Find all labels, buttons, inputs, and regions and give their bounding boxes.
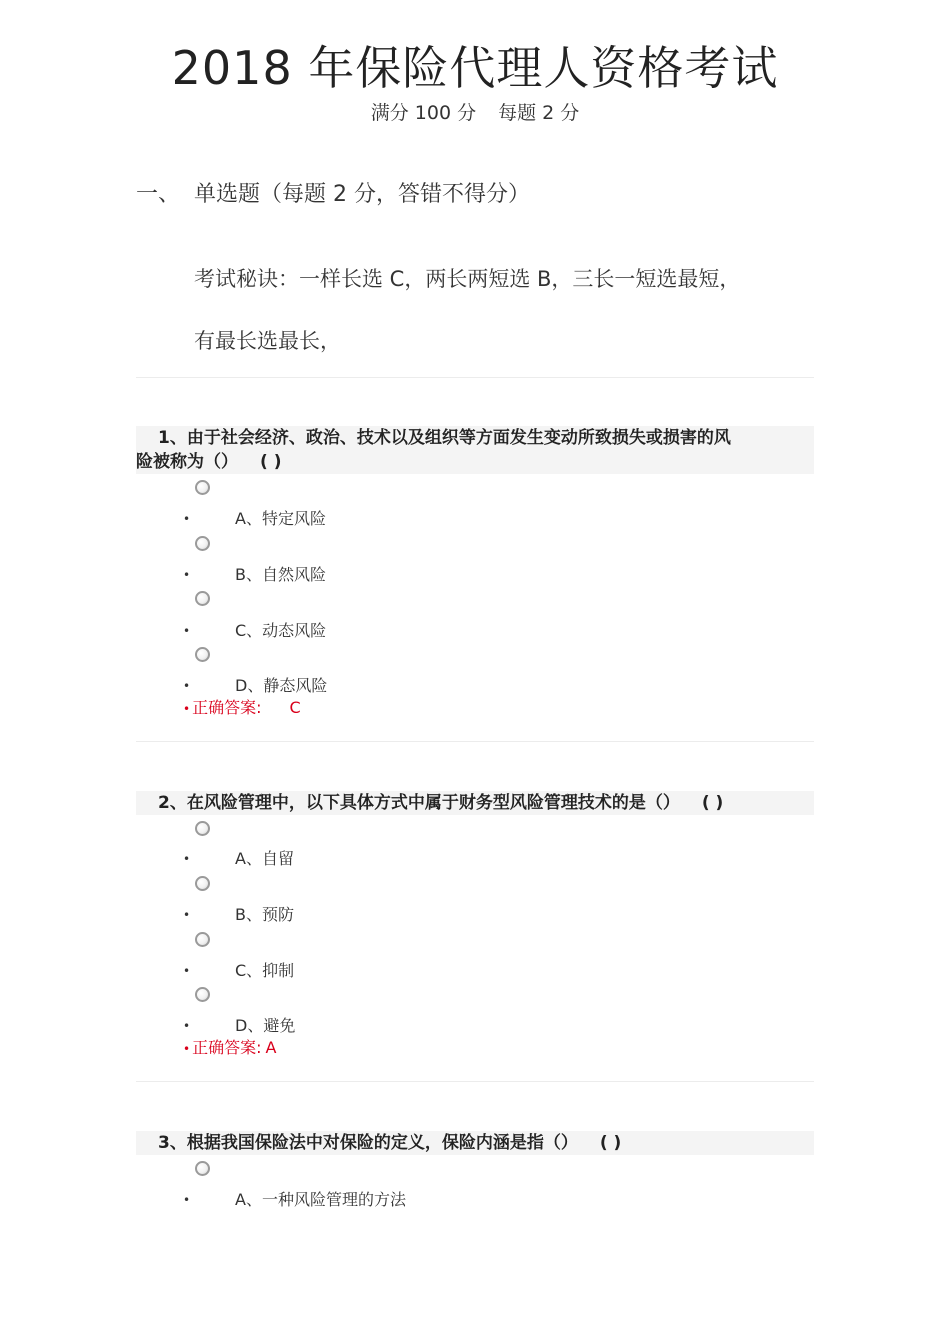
section-number: 一、 [136, 182, 181, 207]
section-title: 单选题（每题 2 分，答错不得分） [194, 182, 530, 207]
answer-label: 正确答案: [192, 1038, 262, 1057]
q2-correct-answer: • 正确答案: A [183, 1038, 277, 1057]
answer-blank: ( ) [701, 793, 724, 813]
answer-label: 正确答案: [192, 698, 262, 717]
page-title: 2018 年保险代理人资格考试 [171, 41, 779, 95]
divider [136, 741, 814, 742]
option-label: A、一种风险管理的方法 [235, 1190, 406, 1209]
score-per-question: 每题 2 分 [498, 102, 580, 124]
option-label: D、静态风险 [235, 676, 328, 695]
q1-option-c-radio[interactable] [195, 591, 210, 606]
option-label: A、自留 [235, 849, 294, 868]
answer-blank: ( ) [260, 452, 282, 472]
bullet: • [183, 908, 191, 922]
answer-blank: ( ) [599, 1133, 622, 1153]
option-label: D、避免 [235, 1016, 296, 1035]
bullet: • [183, 512, 191, 526]
exam-tip-line-2: 有最长选最长， [194, 329, 341, 353]
q2-option-c-radio[interactable] [195, 932, 210, 947]
page-subtitle [0, 100, 950, 126]
full-score: 满分 100 分 [370, 102, 477, 124]
q2-option-a-radio[interactable] [195, 821, 210, 836]
option-label: C、动态风险 [235, 621, 327, 640]
q2-option-b-radio[interactable] [195, 876, 210, 891]
question-1-title-line-2: 险被称为（） ( ) [136, 452, 282, 472]
bullet: • [183, 1193, 191, 1207]
option-label: C、抑制 [235, 961, 295, 980]
question-1-title-line-1: 1、由于社会经济、政治、技术以及组织等方面发生变动所致损失或损害的风 [158, 428, 731, 448]
section-heading [136, 180, 530, 210]
q1-option-d-radio[interactable] [195, 647, 210, 662]
bullet: • [183, 964, 191, 978]
bullet: • [183, 624, 191, 638]
option-label: A、特定风险 [235, 509, 326, 528]
exam-tip-line-1: 考试秘诀：一样长选 C，两长两短选 B，三长一短选最短， [194, 267, 741, 291]
bullet: • [183, 1019, 191, 1033]
bullet: • [183, 679, 191, 693]
q1-option-b-radio[interactable] [195, 536, 210, 551]
question-1-title [136, 426, 814, 474]
question-3-title-text: 3、根据我国保险法中对保险的定义，保险内涵是指（） [158, 1133, 578, 1153]
answer-value: C [289, 698, 301, 717]
question-2-title-text: 2、在风险管理中，以下具体方式中属于财务型风险管理技术的是（） [158, 793, 680, 813]
q2-option-d-radio[interactable] [195, 987, 210, 1002]
question-3-title [136, 1131, 814, 1155]
option-label: B、自然风险 [235, 565, 326, 584]
bullet: • [183, 852, 191, 866]
q1-correct-answer: • 正确答案: C [183, 698, 301, 717]
divider [136, 377, 814, 378]
option-label: B、预防 [235, 905, 294, 924]
answer-value: A [265, 1038, 277, 1057]
q3-option-a-radio[interactable] [195, 1161, 210, 1176]
bullet: • [183, 568, 191, 582]
question-2-title [136, 791, 814, 815]
q1-option-a-radio[interactable] [195, 480, 210, 495]
divider [136, 1081, 814, 1082]
